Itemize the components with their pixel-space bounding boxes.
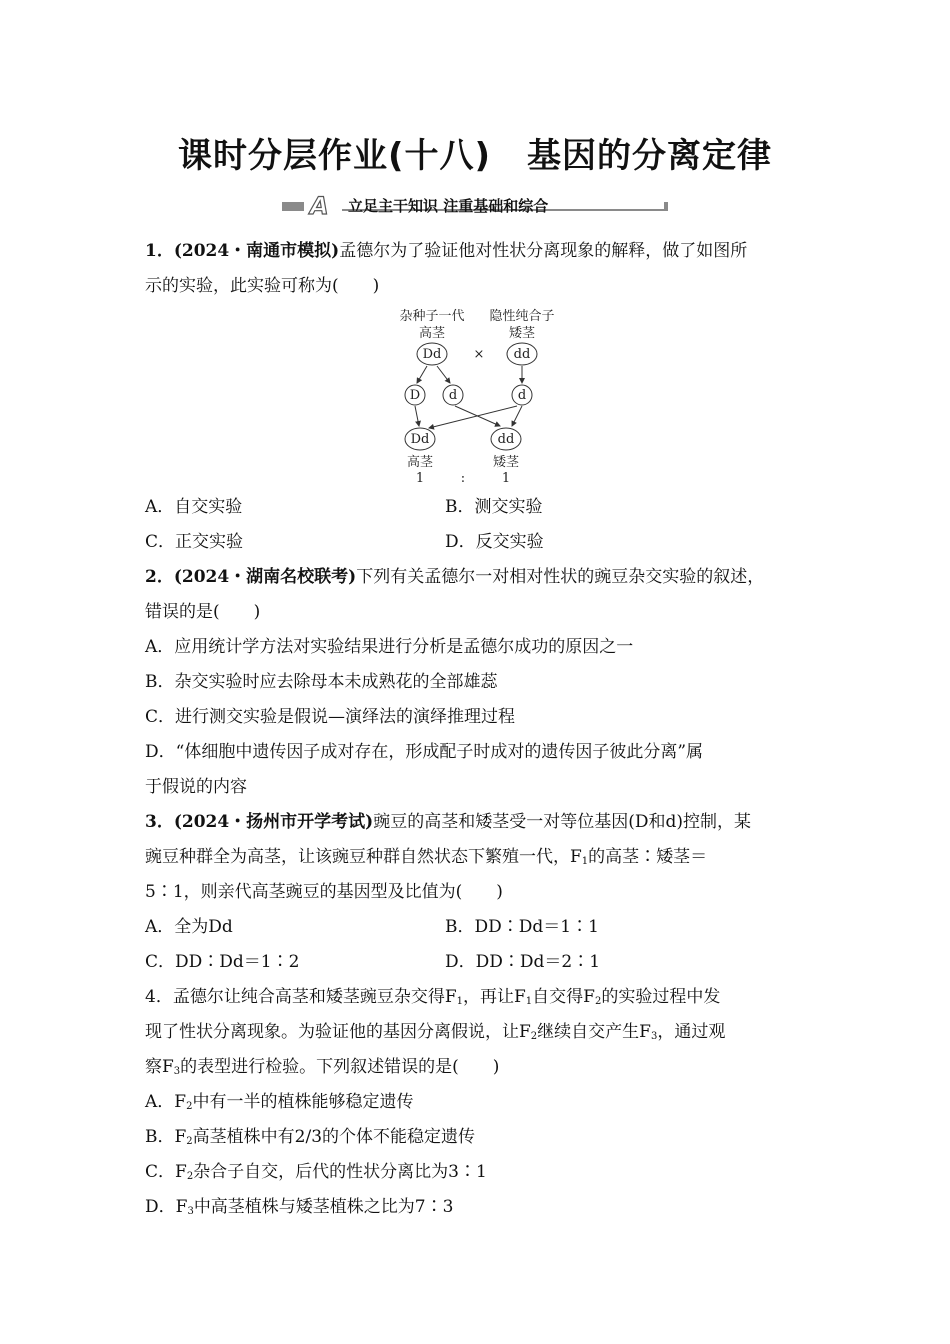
- offspring-short: 矮茎: [492, 455, 520, 470]
- q4-l1s2: 1: [525, 996, 533, 1007]
- q1-option-a[interactable]: A．自交实验: [145, 497, 243, 517]
- offspring-Dd: Dd: [410, 432, 430, 447]
- arrow-parent-to-D: [417, 366, 427, 383]
- q4-option-d[interactable]: [145, 1190, 825, 1225]
- q4-l3b: 的表型进行检验。下列叙述错误的是( ): [180, 1057, 500, 1077]
- gamete-d2: d: [517, 388, 527, 403]
- q2-option-c[interactable]: C．进行测交实验是假说—演绎法的演绎推理过程: [145, 707, 516, 727]
- q4-l2c: ，通过观: [657, 1022, 726, 1042]
- q4-line3: [145, 1050, 825, 1085]
- ratio-sep: :: [460, 471, 466, 486]
- q4-oB-b: 高茎植株中有2/3的个体不能稳定遗传: [192, 1127, 476, 1147]
- q4-l2b: 继续自交产生F: [537, 1022, 651, 1042]
- q3-option-b[interactable]: B．DD∶Dd＝1∶1: [445, 917, 599, 937]
- q4-l3s1: 3: [173, 1066, 181, 1077]
- gamete-D: D: [409, 388, 421, 403]
- q1-option-d[interactable]: D．反交实验: [445, 532, 544, 552]
- q4-l2s1: 2: [530, 1031, 538, 1042]
- cross-sign: ×: [473, 347, 485, 362]
- q4-l2a: 现了性状分离现象。为验证他的基因分离假说，让F: [145, 1022, 531, 1042]
- q2-line2: 错误的是( ): [145, 602, 261, 622]
- q3-line2a: 豌豆种群全为高茎，让该豌豆种群自然状态下繁殖一代，F: [145, 847, 582, 867]
- q2-option-d-cont: 于假说的内容: [145, 777, 247, 797]
- q1-line2: 示的实验，此实验可称为( ): [145, 276, 380, 296]
- arrow-D-to-Dd: [415, 406, 419, 426]
- q2-lead: 2．(2024・湖南名校联考): [145, 567, 357, 587]
- q4-l1c: 自交得F: [532, 987, 595, 1007]
- q4-oB-sub: 2: [186, 1136, 193, 1147]
- left-parent-trait: 高茎: [418, 326, 446, 341]
- ratio-b: 1: [501, 471, 511, 486]
- arrow-d2-to-dd: [512, 406, 522, 426]
- testcross-diagram: [145, 304, 825, 490]
- right-parent-geno: dd: [513, 347, 531, 362]
- q3-option-c[interactable]: C．DD∶Dd＝1∶2: [145, 952, 300, 972]
- question-4: [145, 980, 825, 1225]
- q4-oC-sub: 2: [186, 1171, 194, 1182]
- offspring-dd: dd: [497, 432, 515, 447]
- q4-l1b: ，再让F: [463, 987, 526, 1007]
- q2-option-a[interactable]: A．应用统计学方法对实验结果进行分析是孟德尔成功的原因之一: [145, 637, 634, 657]
- q3-lead: 3．(2024・扬州市开学考试): [145, 812, 374, 832]
- question-1: [145, 234, 825, 560]
- q4-oD-sub: 3: [187, 1206, 194, 1217]
- q4-l1d: 的实验过程中发: [601, 987, 721, 1007]
- q4-oD-b: 中高茎植株与矮茎植株之比为7∶3: [193, 1197, 454, 1217]
- q3-line1: 豌豆的高茎和矮茎受一对等位基因(D和d)控制，某: [373, 812, 752, 832]
- banner-letter: A: [310, 192, 329, 220]
- title-sub: 基因的分离定律: [527, 136, 773, 176]
- q4-option-a[interactable]: [145, 1085, 825, 1120]
- q3-line2-sub: 1: [581, 856, 589, 867]
- page-title: [0, 128, 950, 177]
- gamete-d1: d: [448, 388, 458, 403]
- right-parent-trait: 矮茎: [508, 326, 536, 341]
- q4-oD-a: D．F: [145, 1197, 188, 1217]
- q1-option-c[interactable]: C．正交实验: [145, 532, 244, 552]
- offspring-tall: 高茎: [406, 455, 434, 470]
- question-2: [145, 560, 825, 805]
- q4-l1s3: 2: [594, 996, 602, 1007]
- q4-oA-b: 中有一半的植株能够稳定遗传: [192, 1092, 414, 1112]
- q4-l1a: 4．孟德尔让纯合高茎和矮茎豌豆杂交得F: [145, 987, 457, 1007]
- left-parent-geno: Dd: [422, 347, 442, 362]
- section-banner: [282, 190, 668, 220]
- left-parent-label: 杂种子一代: [399, 309, 465, 324]
- right-parent-label: 隐性纯合子: [489, 309, 555, 324]
- q4-oC-b: 杂合子自交，后代的性状分离比为3∶1: [193, 1162, 487, 1182]
- q4-line1: [145, 980, 825, 1015]
- q4-line2: [145, 1015, 825, 1050]
- question-list: [145, 234, 825, 1225]
- q4-oB-a: B．F: [145, 1127, 187, 1147]
- q4-option-b[interactable]: [145, 1120, 825, 1155]
- q2-option-b[interactable]: B．杂交实验时应去除母本未成熟花的全部雄蕊: [145, 672, 498, 692]
- q3-line2b: 的高茎∶矮茎＝: [588, 847, 708, 867]
- q4-oA-sub: 2: [186, 1101, 193, 1112]
- q3-option-a[interactable]: A．全为Dd: [145, 917, 233, 937]
- q1-lead: 1．(2024・南通市模拟): [145, 241, 340, 261]
- arrow-d2-to-Dd: [429, 406, 517, 428]
- q4-l1s1: 1: [456, 996, 463, 1007]
- arrow-parent-to-d: [437, 366, 450, 383]
- ratio-a: 1: [415, 471, 425, 486]
- q4-oC-a: C．F: [145, 1162, 187, 1182]
- q2-option-d[interactable]: D．“体细胞中遗传因子成对存在，形成配子时成对的遗传因子彼此分离”属: [145, 742, 704, 762]
- question-3: [145, 805, 825, 980]
- banner-text: 立足主干知识 注重基础和综合: [348, 197, 549, 215]
- q3-line3: 5∶1，则亲代高茎豌豆的基因型及比值为( ): [145, 882, 503, 902]
- title-main: 课时分层作业(十八): [177, 136, 492, 176]
- q1-line1: 孟德尔为了验证他对性状分离现象的解释，做了如图所: [339, 241, 748, 261]
- q3-option-d[interactable]: D．DD∶Dd＝2∶1: [445, 952, 601, 972]
- q4-l3a: 察F: [145, 1057, 174, 1077]
- q4-option-c[interactable]: [145, 1155, 825, 1190]
- q4-oA-a: A．F: [145, 1092, 187, 1112]
- q2-line1: 下列有关孟德尔一对相对性状的豌豆杂交实验的叙述，: [356, 567, 765, 587]
- q1-option-b[interactable]: B．测交实验: [445, 497, 543, 517]
- q4-l2s2: 3: [650, 1031, 658, 1042]
